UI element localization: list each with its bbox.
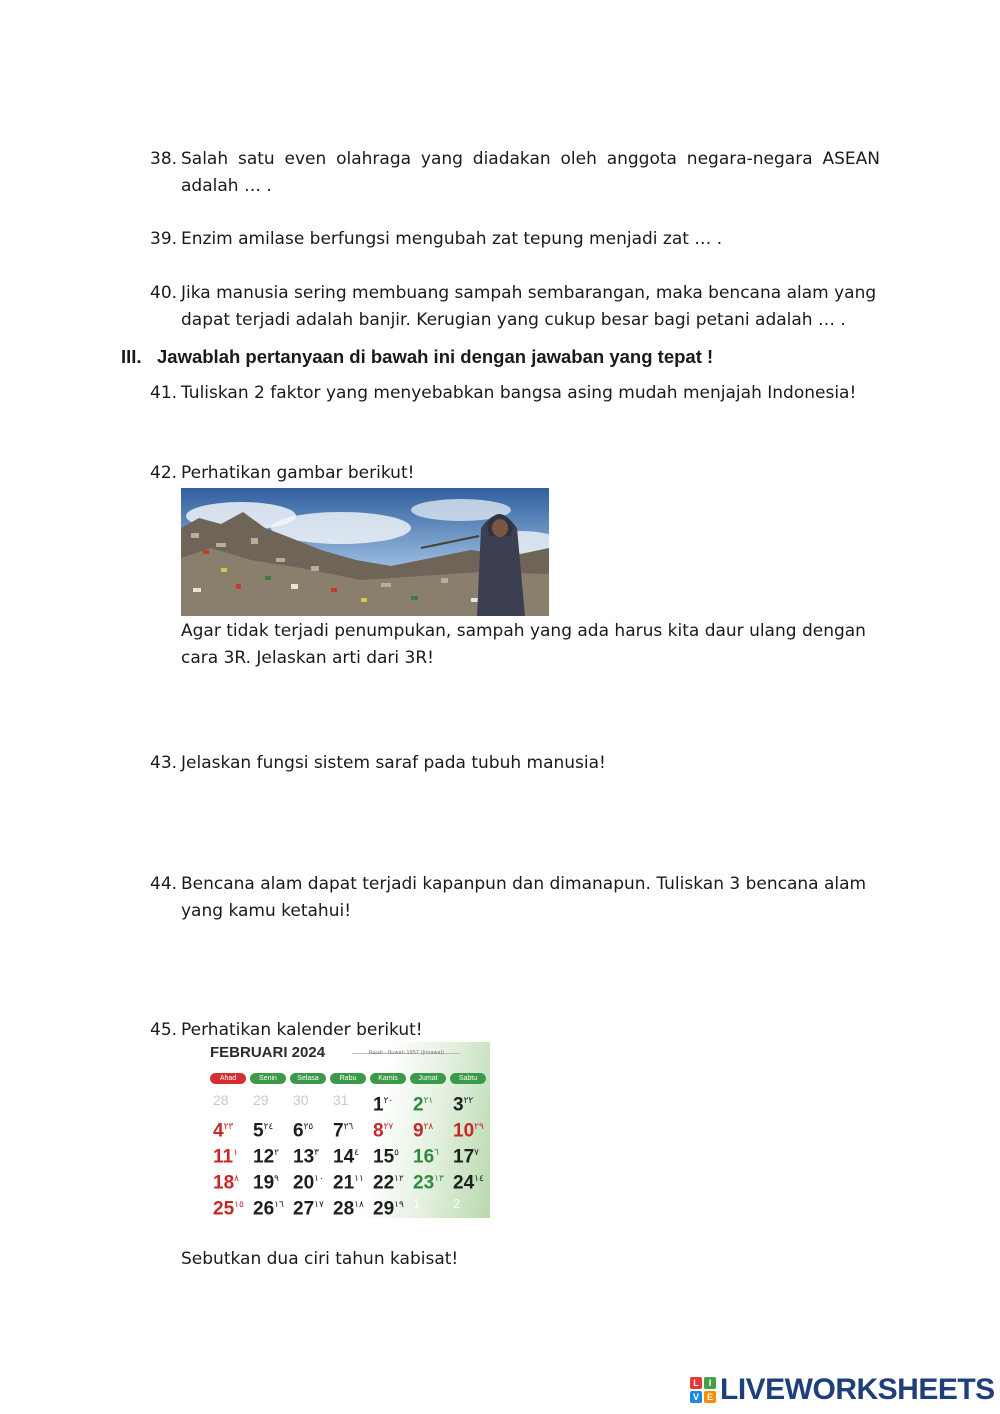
calendar-date — [370, 1114, 410, 1140]
calendar-date-number: 27 — [293, 1198, 315, 1218]
calendar-weekday: Selasa — [290, 1073, 326, 1084]
calendar-hijri-date: ٢٥ — [303, 1121, 314, 1131]
calendar-date — [410, 1166, 450, 1192]
calendar-date-number: 28 — [333, 1198, 355, 1218]
calendar-date — [250, 1140, 290, 1166]
calendar-hijri-date: ٧ — [474, 1147, 479, 1157]
question-text: Jelaskan fungsi sistem saraf pada tubuh manusia! — [181, 753, 606, 773]
logo-text: LIVEWORKSHEETS — [720, 1373, 995, 1406]
section-number: III. — [121, 346, 142, 367]
calendar-date-number: 2 — [413, 1094, 424, 1116]
section-heading — [121, 346, 713, 368]
logo-mark — [690, 1377, 716, 1403]
question-text: Salah satu even olahraga yang diadakan oleh anggota negara-negara ASEAN adalah … . — [181, 149, 880, 196]
question-followup-text: Agar tidak terjadi penumpukan, sampah yang ada harus kita daur ulang dengan cara 3R. Jelaskan arti dari 3R! — [181, 621, 866, 668]
calendar-date-number: 20 — [293, 1172, 315, 1194]
calendar-date-number: 4 — [213, 1120, 224, 1142]
calendar-hijri-date: ١٢ — [394, 1173, 404, 1183]
calendar-date-number: 17 — [453, 1146, 475, 1168]
calendar-image — [181, 1042, 490, 1218]
calendar-hijri-date: ٩ — [274, 1173, 279, 1183]
calendar-date — [330, 1166, 370, 1192]
calendar-date — [450, 1114, 490, 1140]
calendar-weekday: Jumat — [410, 1073, 446, 1084]
calendar-date-number: 9 — [413, 1120, 424, 1142]
calendar-hijri-date: ٣ — [314, 1147, 319, 1157]
calendar-date-number: 2 — [453, 1196, 461, 1211]
calendar-date — [250, 1088, 290, 1114]
question-number: 44. — [150, 874, 178, 894]
question-number: 39. — [150, 229, 178, 249]
calendar-date-number: 19 — [253, 1172, 275, 1194]
calendar-date-number: 31 — [333, 1092, 349, 1108]
calendar-date — [410, 1088, 450, 1114]
calendar-weekday: Senin — [250, 1073, 286, 1084]
calendar-date-number: 3 — [453, 1094, 464, 1116]
calendar-date-number: 16 — [413, 1146, 435, 1168]
calendar-date-number: 29 — [373, 1198, 395, 1218]
logo-mark-tile: L — [690, 1377, 702, 1389]
calendar-date-grid — [210, 1088, 490, 1218]
calendar-hijri-date: ٢٢ — [463, 1095, 474, 1105]
calendar-date-number: 28 — [213, 1092, 229, 1108]
calendar-date-number: 6 — [293, 1120, 304, 1142]
question-number: 43. — [150, 753, 178, 773]
calendar-hijri-date: ١ — [233, 1147, 238, 1157]
question-40 — [150, 280, 880, 334]
calendar-hijri-date: ١٧ — [314, 1199, 324, 1209]
calendar-date — [450, 1088, 490, 1114]
question-39 — [150, 226, 880, 253]
calendar-hijri-date: ٢٤ — [263, 1121, 274, 1131]
calendar-date-number: 26 — [253, 1198, 275, 1218]
calendar-hijri-date: ١٩ — [394, 1199, 404, 1209]
question-43 — [150, 750, 880, 777]
calendar-date — [330, 1114, 370, 1140]
calendar-date — [250, 1114, 290, 1140]
calendar-date-number: 30 — [293, 1092, 309, 1108]
calendar-date — [450, 1140, 490, 1166]
calendar-date — [330, 1088, 370, 1114]
calendar-date-number: 10 — [453, 1120, 475, 1142]
question-text: Perhatikan gambar berikut! — [181, 463, 415, 483]
question-text: Bencana alam dapat terjadi kapanpun dan dimanapun. Tuliskan 3 bencana alam yang kamu ketahui! — [181, 874, 867, 921]
calendar-date-number: 18 — [213, 1172, 235, 1194]
question-42-followup — [150, 618, 880, 672]
calendar-hijri-date: ٢٩ — [474, 1121, 484, 1131]
calendar-date — [210, 1192, 250, 1218]
question-number: 38. — [150, 149, 178, 169]
calendar-date-number: 5 — [253, 1120, 264, 1142]
calendar-date-number: 1 — [373, 1094, 384, 1116]
calendar-hijri-date: ٢٦ — [343, 1121, 354, 1131]
calendar-date — [450, 1166, 490, 1192]
question-42 — [150, 460, 880, 487]
calendar-hijri-date: ١٠ — [314, 1173, 324, 1183]
calendar-date — [250, 1166, 290, 1192]
question-followup-text: Sebutkan dua ciri tahun kabisat! — [181, 1249, 459, 1269]
calendar-hijri-date: ٤ — [354, 1147, 359, 1157]
calendar-weekday: Sabtu — [450, 1073, 486, 1084]
calendar-date-number: 1 — [413, 1196, 421, 1211]
calendar-date-number: 14 — [333, 1146, 355, 1168]
calendar-date — [410, 1140, 450, 1166]
question-45 — [150, 1017, 880, 1044]
calendar-date — [210, 1088, 250, 1114]
calendar-date-number: 25 — [213, 1198, 235, 1218]
calendar-hijri-date: ٢ — [274, 1147, 279, 1157]
calendar-date — [370, 1088, 410, 1114]
calendar-hijri-date: ١٣ — [434, 1173, 444, 1183]
calendar-date-number: 29 — [253, 1092, 269, 1108]
calendar-date-number: 15 — [373, 1146, 395, 1168]
calendar-date-number: 13 — [293, 1146, 315, 1168]
calendar-hijri-date: ٢٧ — [383, 1121, 394, 1131]
calendar-weekday: Ahad — [210, 1073, 246, 1084]
calendar-date — [410, 1192, 450, 1218]
question-45-followup — [150, 1246, 880, 1273]
calendar-hijri-date: ١٨ — [354, 1199, 364, 1209]
calendar-date-number: 24 — [453, 1172, 475, 1194]
logo-mark-tile: I — [704, 1377, 716, 1389]
calendar-date — [290, 1114, 330, 1140]
calendar-date — [370, 1166, 410, 1192]
calendar-date — [330, 1192, 370, 1218]
calendar-date-number: 8 — [373, 1120, 384, 1142]
calendar-date-number: 21 — [333, 1172, 355, 1194]
question-number: 42. — [150, 463, 178, 483]
calendar-weekday-row — [210, 1073, 486, 1084]
calendar-date — [290, 1140, 330, 1166]
question-38 — [150, 146, 880, 200]
calendar-date — [330, 1140, 370, 1166]
calendar-hijri-header: Rajab - Ruwah 1957 (Jimawal) — [369, 1050, 444, 1056]
calendar-date-number: 12 — [253, 1146, 275, 1168]
question-number: 45. — [150, 1020, 178, 1040]
calendar-hijri-date: ٢٠ — [383, 1095, 394, 1105]
question-number: 40. — [150, 283, 178, 303]
calendar-date — [290, 1166, 330, 1192]
calendar-date-number: 11 — [213, 1146, 234, 1168]
calendar-date — [250, 1192, 290, 1218]
question-text: Jika manusia sering membuang sampah sembarangan, maka bencana alam yang dapat terjadi adalah banjir. Kerugian yang cukup besar bagi petani adalah … . — [181, 283, 877, 330]
calendar-date — [290, 1192, 330, 1218]
calendar-hijri-date: ٢١ — [423, 1095, 434, 1105]
question-text: Enzim amilase berfungsi mengubah zat tepung menjadi zat … . — [181, 229, 723, 249]
calendar-hijri-date: ٥ — [394, 1147, 399, 1157]
calendar-hijri-date: ١٤ — [474, 1173, 484, 1183]
calendar-date — [210, 1140, 250, 1166]
calendar-date — [410, 1114, 450, 1140]
calendar-weekday: Rabu — [330, 1073, 366, 1084]
calendar-hijri-date: ١١ — [354, 1173, 364, 1183]
calendar-date-number: 7 — [333, 1120, 344, 1142]
calendar-date-number: 22 — [373, 1172, 395, 1194]
calendar-date — [370, 1192, 410, 1218]
calendar-weekday: Kamis — [370, 1073, 406, 1084]
calendar-date — [290, 1088, 330, 1114]
calendar-date — [370, 1140, 410, 1166]
calendar-hijri-date: ٢٣ — [223, 1121, 234, 1131]
section-title: Jawablah pertanyaan di bawah ini dengan jawaban yang tepat ! — [157, 346, 714, 367]
question-text: Tuliskan 2 faktor yang menyebabkan bangsa asing mudah menjajah Indonesia! — [181, 383, 857, 403]
question-number: 41. — [150, 383, 178, 403]
logo-mark-tile: E — [704, 1391, 716, 1403]
calendar-hijri-date: ١٦ — [274, 1199, 284, 1209]
question-44 — [150, 871, 880, 925]
question-text: Perhatikan kalender berikut! — [181, 1020, 423, 1040]
calendar-hijri-date: ٢٨ — [423, 1121, 434, 1131]
calendar-date — [210, 1114, 250, 1140]
calendar-date — [210, 1166, 250, 1192]
calendar-hijri-date: ٦ — [434, 1147, 439, 1157]
calendar-date — [450, 1192, 490, 1218]
garbage-pile-photo — [181, 488, 549, 616]
calendar-hijri-date: ٨ — [234, 1173, 239, 1183]
question-41 — [150, 380, 880, 407]
calendar-hijri-date: ١٥ — [234, 1199, 244, 1209]
calendar-date-number: 23 — [413, 1172, 435, 1194]
calendar-title: FEBRUARI 2024 — [210, 1044, 326, 1061]
logo-mark-tile: V — [690, 1391, 702, 1403]
